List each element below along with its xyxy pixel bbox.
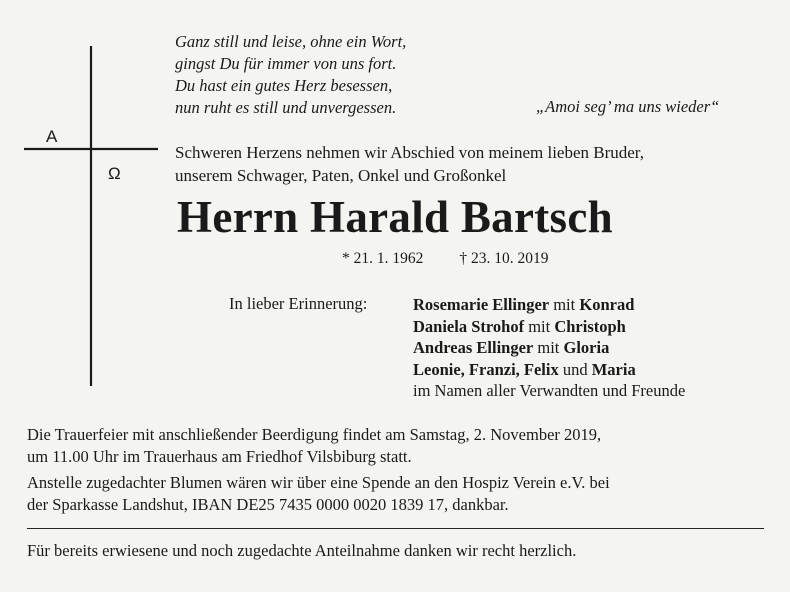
mourners-list [413, 294, 685, 402]
ceremony-text [27, 424, 772, 467]
list-item: Daniela Strohof mit Christoph [413, 316, 626, 336]
thanks-text: Für bereits erwiesene und noch zugedachte Anteilnahme danken wir recht herzlich. [27, 541, 577, 560]
ceremony-line: Die Trauerfeier mit anschließender Beerdigung findet am Samstag, 2. November 2019, [27, 425, 602, 444]
life-dates [342, 250, 549, 268]
donation-line: der Sparkasse Landshut, IBAN DE25 7435 0000 0020 1839 17, dankbar. [27, 494, 509, 514]
omega-symbol: Ω [108, 164, 121, 183]
poem [175, 31, 406, 119]
deceased-name: Herrn Harald Bartsch [177, 192, 613, 242]
memory-label: In lieber Erinnerung: [229, 294, 368, 313]
poem-line: Du hast ein gutes Herz besessen, [175, 76, 393, 95]
ceremony-line: um 11.00 Uhr im Trauerhaus am Friedhof Vilsbiburg statt. [27, 446, 412, 466]
dialect-quote: „Amoi seg’ ma uns wieder“ [536, 97, 720, 116]
poem-line: nun ruht es still und unvergessen. [175, 98, 397, 117]
death-date: † 23. 10. 2019 [459, 250, 549, 267]
intro-line: Schweren Herzens nehmen wir Abschied von meinem lieben Bruder, [175, 143, 645, 162]
divider [27, 528, 764, 529]
donation-line: Anstelle zugedachter Blumen wären wir über eine Spende an den Hospiz Verein e.V. bei [27, 473, 610, 492]
list-item: Leonie, Franzi, Felix und Maria [413, 359, 636, 379]
alpha-symbol: A [46, 127, 58, 146]
intro-line: unserem Schwager, Paten, Onkel und Großonkel [175, 166, 507, 185]
poem-line: gingst Du für immer von uns fort. [175, 54, 397, 73]
list-item: Andreas Ellinger mit Gloria [413, 338, 610, 357]
list-item: im Namen aller Verwandten und Freunde [413, 381, 686, 400]
list-item: Rosemarie Ellinger mit Konrad [413, 295, 635, 314]
poem-line: Ganz still und leise, ohne ein Wort, [175, 32, 407, 51]
intro-text [175, 141, 644, 187]
birth-date: * 21. 1. 1962 [342, 250, 424, 267]
donation-text [27, 472, 772, 515]
